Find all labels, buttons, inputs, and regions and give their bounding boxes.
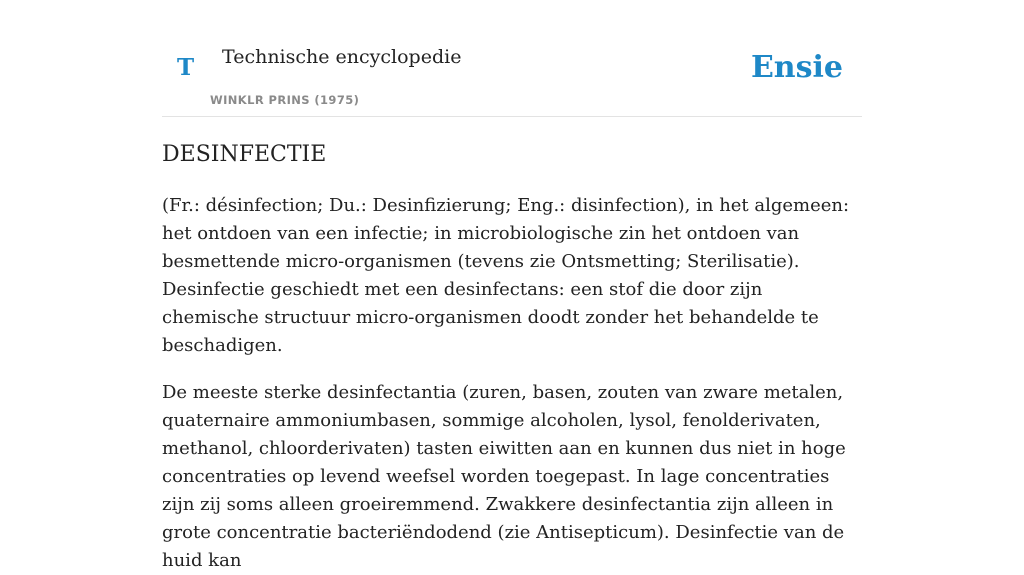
- publication-subtitle: WINKLR PRINS (1975): [210, 93, 360, 107]
- publication-title[interactable]: Technische encyclopedie: [222, 46, 462, 68]
- article: [162, 140, 852, 575]
- brand-logo[interactable]: Ensie: [750, 50, 843, 85]
- site-header: [162, 0, 862, 117]
- publication-logo[interactable]: T: [177, 54, 195, 81]
- article-paragraph-1: (Fr.: désinfection; Du.: Desinfizierung; Eng.: disinfection), in het algemeen: het ontdoen van een infectie; in microbiologische zin het ontdoen van besmettende micro-organismen (tevens zie Ontsmetting; Sterilisatie). Desinfectie geschiedt met een desinfectans: een stof die door zijn chemische structuur micro-organismen doodt zonder het behandelde te beschadigen.: [162, 195, 850, 356]
- article-title: DESINFECTIE: [162, 142, 327, 167]
- article-paragraph-2: De meeste sterke desinfectantia (zuren, basen, zouten van zware metalen, quaternaire ammoniumbasen, sommige alcoholen, lysol, fenolderivaten, methanol, chloorderivaten) tasten eiwitten aan en kunnen dus niet in hoge concentraties op levend weefsel worden toegepast. In lage concentraties zijn zij soms alleen groeiremmend. Zwakkere desinfectantia zijn alleen in grote concentratie bacteriëndodend (zie Antisepticum). Desinfectie van de huid kan: [162, 382, 846, 571]
